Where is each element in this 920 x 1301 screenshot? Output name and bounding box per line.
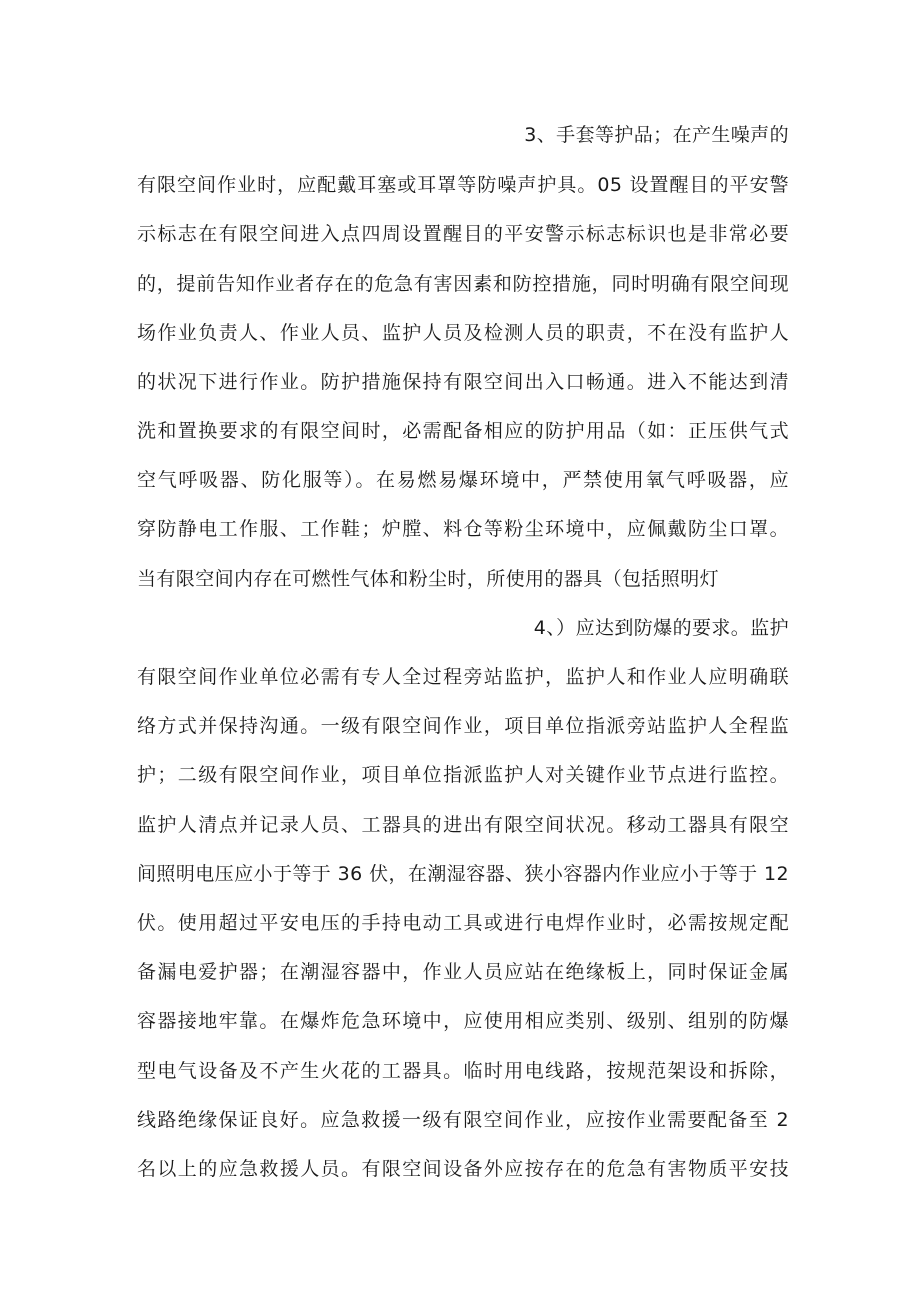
text-line: 3、手套等护品；在产生噪声的 xyxy=(524,124,789,146)
text-line: 线路绝缘保证良好。应急救援一级有限空间作业，应按作业需要配备至 2 xyxy=(137,1109,789,1131)
text-line: 络方式并保持沟通。一级有限空间作业，项目单位指派旁站监护人全程监 xyxy=(137,715,789,737)
text-line: 监护人清点并记录人员、工器具的进出有限空间状况。移动工器具有限空 xyxy=(137,814,789,836)
text-line: 名以上的应急救援人员。有限空间设备外应按存在的危急有害物质平安技 xyxy=(137,1158,789,1180)
text-line: 场作业负责人、作业人员、监护人员及检测人员的职责，不在没有监护人 xyxy=(137,322,789,344)
text-line: 的状况下进行作业。防护措施保持有限空间出入口畅通。进入不能达到清 xyxy=(137,371,789,393)
text-line: 穿防静电工作服、工作鞋；炉膛、料仓等粉尘环境中，应佩戴防尘口罩。 xyxy=(137,518,789,540)
text-line: 间照明电压应小于等于 36 伏，在潮湿容器、狭小容器内作业应小于等于 12 xyxy=(137,863,789,885)
text-line: 当有限空间内存在可燃性气体和粉尘时，所使用的器具（包括照明灯 xyxy=(137,568,720,590)
text-line: 容器接地牢靠。在爆炸危急环境中，应使用相应类别、级别、组别的防爆 xyxy=(137,1010,789,1032)
text-line: 伏。使用超过平安电压的手持电动工具或进行电焊作业时，必需按规定配 xyxy=(137,912,789,934)
text-line: 备漏电爱护器；在潮湿容器中，作业人员应站在绝缘板上，同时保证金属 xyxy=(137,961,789,983)
text-line: 洗和置换要求的有限空间时，必需配备相应的防护用品（如：正压供气式 xyxy=(137,420,789,442)
text-line: 示标志在有限空间进入点四周设置醒目的平安警示标志标识也是非常必要 xyxy=(137,223,789,245)
text-line: 型电气设备及不产生火花的工器具。临时用电线路，按规范架设和拆除， xyxy=(137,1060,789,1082)
text-line: 的，提前告知作业者存在的危急有害因素和防控措施，同时明确有限空间现 xyxy=(137,273,789,295)
text-line: 护；二级有限空间作业，项目单位指派监护人对关键作业节点进行监控。 xyxy=(137,764,789,786)
text-line: 4、）应达到防爆的要求。监护 xyxy=(533,617,789,639)
text-line: 有限空间作业时，应配戴耳塞或耳罩等防噪声护具。05 设置醒目的平安警 xyxy=(137,174,789,196)
text-line: 空气呼吸器、防化服等）。在易燃易爆环境中，严禁使用氧气呼吸器，应 xyxy=(137,469,789,491)
text-line: 有限空间作业单位必需有专人全过程旁站监护，监护人和作业人应明确联 xyxy=(137,666,789,688)
